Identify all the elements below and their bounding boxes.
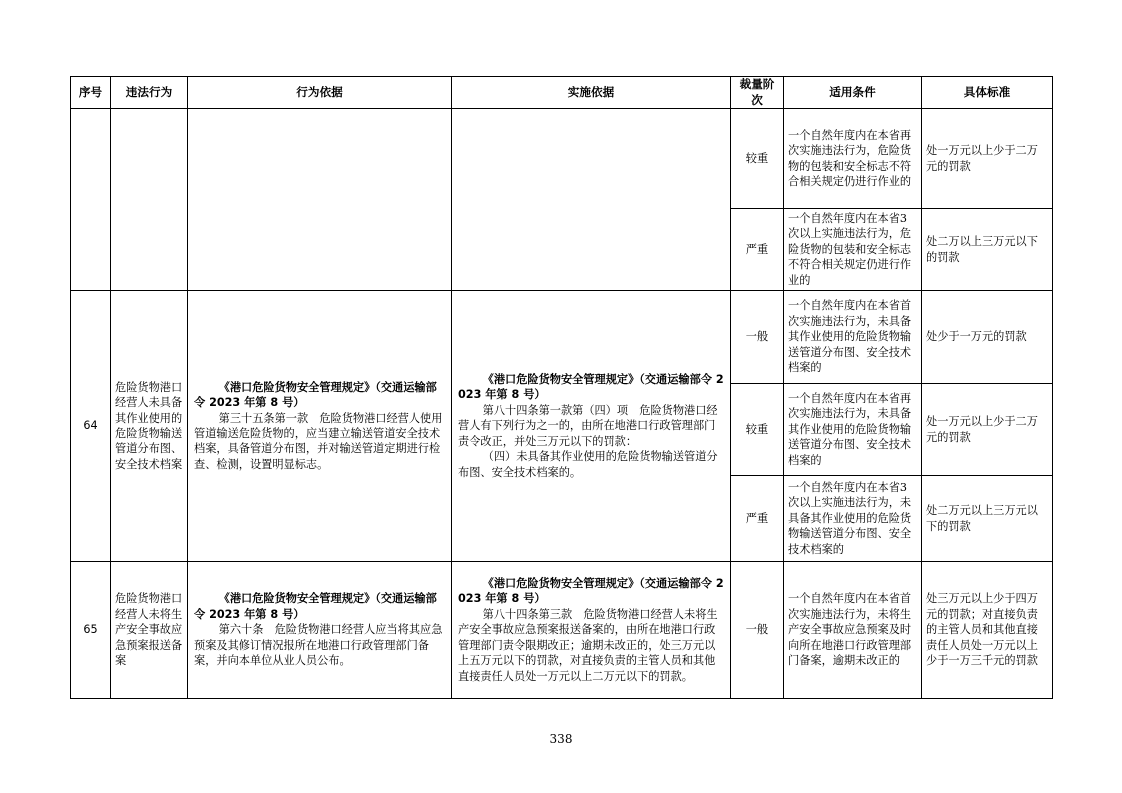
table-row bbox=[71, 562, 1053, 699]
basis-article-text: 第六十条 危险货物港口经营人应当将其应急预案及其修订情况报所在地港口行政管理部门备案，并向本单位从业人员公布。 bbox=[194, 623, 443, 668]
basis-cell bbox=[188, 562, 452, 699]
cont-seq-cell bbox=[71, 109, 111, 291]
basis-law-title: 《港口危险货物安全管理规定》（交通运输部令 2023 年第 8 号） bbox=[194, 592, 437, 621]
standard-cell: 处一万元以上少于二万元的罚款 bbox=[922, 109, 1053, 209]
impl-article-text: 第八十四条第一款第（四）项 危险货物港口经营人有下列行为之一的，由所在地港口行政管理部门责令改正，并处三万元以下的罚款： bbox=[458, 403, 718, 448]
item-number: 64 bbox=[71, 291, 111, 562]
condition-cell: 一个自然年度内在本省首次实施违法行为，未具备其作业使用的危险货物输送管道分布图、安全技术档案的 bbox=[784, 291, 922, 384]
level-cell: 严重 bbox=[731, 476, 784, 562]
level-cell: 一般 bbox=[731, 562, 784, 699]
header-level: 裁量阶次 bbox=[731, 77, 784, 109]
penalty-discretion-table bbox=[70, 76, 1053, 699]
basis-cell bbox=[188, 291, 452, 562]
header-basis: 行为依据 bbox=[188, 77, 452, 109]
level-cell: 较重 bbox=[731, 109, 784, 209]
standard-cell: 处少于一万元的罚款 bbox=[922, 291, 1053, 384]
condition-cell: 一个自然年度内在本省再次实施违法行为，未具备其作业使用的危险货物输送管道分布图、安全技术档案的 bbox=[784, 384, 922, 476]
impl-article-item: （四）未具备其作业使用的危险货物输送管道分布图、安全技术档案的。 bbox=[458, 450, 718, 479]
implementation-cell bbox=[452, 562, 731, 699]
cont-act-cell bbox=[111, 109, 188, 291]
condition-cell: 一个自然年度内在本省再次实施违法行为，危险货物的包装和安全标志不符合相关规定仍进行作业的 bbox=[784, 109, 922, 209]
violation-act: 危险货物港口经营人未具备其作业使用的危险货物输送管道分布图、安全技术档案 bbox=[111, 291, 188, 562]
condition-cell: 一个自然年度内在本省3次以上实施违法行为，危险货物的包装和安全标志不符合相关规定仍进行作业的 bbox=[784, 209, 922, 291]
header-std: 具体标准 bbox=[922, 77, 1053, 109]
standard-cell: 处二万以上三万元以下的罚款 bbox=[922, 209, 1053, 291]
level-cell: 严重 bbox=[731, 209, 784, 291]
item-number: 65 bbox=[71, 562, 111, 699]
cont-basis-cell bbox=[188, 109, 452, 291]
impl-article-text: 第八十四条第三款 危险货物港口经营人未将生产安全事故应急预案报送备案的，由所在地港口行政管理部门责令限期改正；逾期未改正的，处三万元以上五万元以下的罚款，对直接负责的主管人员和其他直接责任人员处一万元以上二万元以下的罚款。 bbox=[458, 607, 718, 683]
implementation-cell bbox=[452, 291, 731, 562]
header-impl: 实施依据 bbox=[452, 77, 731, 109]
standard-cell: 处三万元以上少于四万元的罚款；对直接负责的主管人员和其他直接责任人员处一万元以上少于一万三千元的罚款 bbox=[922, 562, 1053, 699]
header-cond: 适用条件 bbox=[784, 77, 922, 109]
level-cell: 一般 bbox=[731, 291, 784, 384]
header-act: 违法行为 bbox=[111, 77, 188, 109]
impl-law-title: 《港口危险货物安全管理规定》（交通运输部令 2023 年第 8 号） bbox=[458, 373, 724, 402]
table-row bbox=[71, 291, 1053, 384]
page-number: 338 bbox=[549, 732, 573, 746]
basis-article-text: 第三十五条第一款 危险货物港口经营人使用管道输送危险货物的，应当建立输送管道安全技术档案，具备管道分布图，并对输送管道定期进行检查、检测，设置明显标志。 bbox=[194, 411, 443, 471]
table-row bbox=[71, 109, 1053, 209]
violation-act: 危险货物港口经营人未将生产安全事故应急预案报送备案 bbox=[111, 562, 188, 699]
level-cell: 较重 bbox=[731, 384, 784, 476]
condition-cell: 一个自然年度内在本省3次以上实施违法行为，未具备其作业使用的危险货物输送管道分布图、安全技术档案的 bbox=[784, 476, 922, 562]
cont-impl-cell bbox=[452, 109, 731, 291]
standard-cell: 处一万元以上少于二万元的罚款 bbox=[922, 384, 1053, 476]
header-row bbox=[71, 77, 1053, 109]
standard-cell: 处二万元以上三万元以下的罚款 bbox=[922, 476, 1053, 562]
impl-law-title: 《港口危险货物安全管理规定》（交通运输部令 2023 年第 8 号） bbox=[458, 577, 724, 606]
header-seq: 序号 bbox=[71, 77, 111, 109]
basis-law-title: 《港口危险货物安全管理规定》（交通运输部令 2023 年第 8 号） bbox=[194, 380, 437, 410]
condition-cell: 一个自然年度内在本省首次实施违法行为，未将生产安全事故应急预案及时向所在地港口行政管理部门备案，逾期未改正的 bbox=[784, 562, 922, 699]
